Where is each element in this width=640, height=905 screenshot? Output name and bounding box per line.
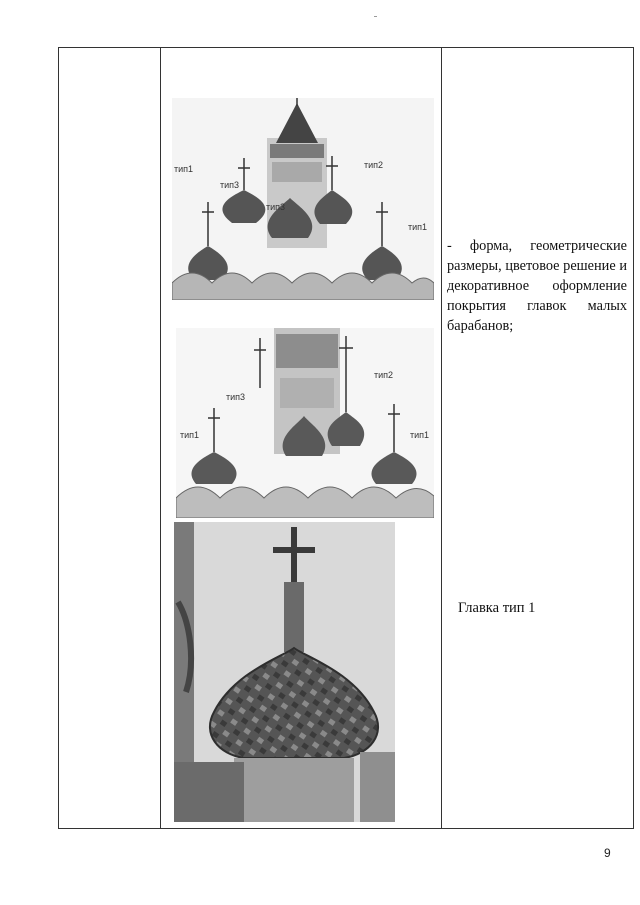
- photo1-label-5: тип1: [408, 222, 428, 232]
- dome-closeup-photo: [174, 522, 395, 822]
- church-photo-1: [172, 98, 434, 300]
- photo2-label-2: тип3: [226, 392, 246, 402]
- church-photo-2: [176, 328, 434, 518]
- photo1-label-2: тип3: [220, 180, 240, 190]
- column-divider-1: [160, 47, 161, 829]
- scan-mark: [374, 16, 377, 17]
- photo1-label-1: тип1: [174, 164, 194, 174]
- photo1-label-3: тип2: [364, 160, 384, 170]
- column-divider-2: [441, 47, 442, 829]
- photo1-label-4: тип3: [266, 202, 286, 212]
- page-number: 9: [604, 846, 611, 860]
- photo2-label-3: тип1: [180, 430, 200, 440]
- photo2-label-1: тип2: [374, 370, 394, 380]
- photo2-label-4: тип1: [410, 430, 430, 440]
- description-text: - форма, геометрические размеры, цветовое решение и декоративное оформление покрытия главок малых барабанов;: [447, 238, 627, 334]
- dome-type-caption: Главка тип 1: [458, 600, 536, 616]
